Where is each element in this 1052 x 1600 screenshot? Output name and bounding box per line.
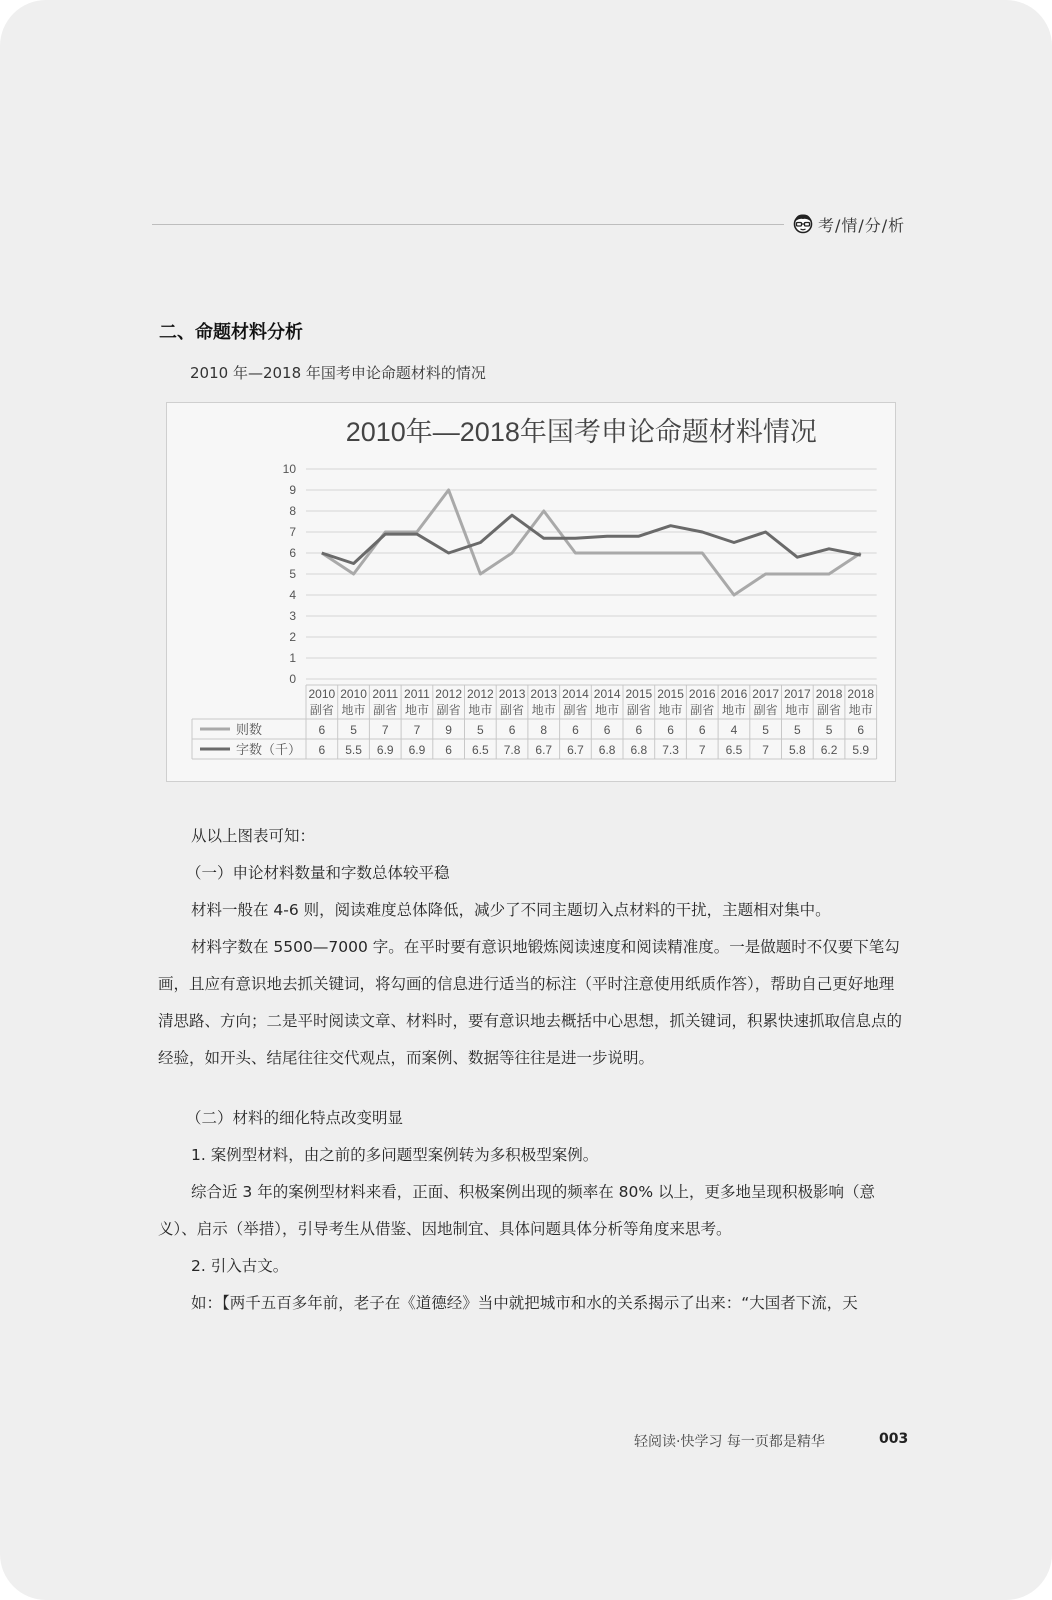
legend-label: 字数（千） [236,742,302,757]
x-category-label: 2012 [466,687,494,701]
x-category-label: 2010 [308,687,336,701]
x-category-label: 2011 [404,687,430,701]
x-category-label: 地市 [341,703,366,717]
data-table-value: 6.9 [376,743,394,757]
x-category-label: 副省 [690,703,715,717]
y-tick-label: 1 [289,651,296,665]
data-table-value: 7 [762,743,769,757]
data-table-value: 6.7 [567,743,584,757]
data-table-value: 6 [318,743,326,757]
x-category-label: 地市 [658,703,683,717]
line-chart [167,403,895,781]
list-item-2: 2. 引入古文。 [191,1257,289,1275]
data-table-value: 5.8 [789,743,806,757]
page-number: 003 [879,1431,909,1447]
data-table-value: 9 [445,723,452,737]
x-category-label: 2014 [562,687,589,701]
x-category-label: 地市 [468,703,493,717]
x-category-label: 2011 [372,687,399,701]
data-table-value: 5 [762,723,769,737]
x-category-label: 地市 [785,703,810,717]
data-table-value: 6.5 [725,743,743,757]
paragraph-4: 如：【两千五百多年前，老子在《道德经》当中就把城市和水的关系揭示了出来：“大国者下流，天 [191,1294,858,1312]
x-category-label: 2016 [688,687,716,701]
x-category-label: 地市 [404,703,429,717]
x-category-label: 2013 [530,687,558,701]
y-tick-label: 0 [289,672,296,686]
data-table-value: 5 [477,723,484,737]
footer-slogan: 轻阅读·快学习 每一页都是精华 [634,1434,825,1450]
x-category-label: 副省 [817,703,842,717]
x-category-label: 副省 [373,703,398,717]
x-category-label: 地市 [721,703,746,717]
paragraph-3: 综合近 3 年的案例型材料来看，正面、积极案例出现的频率在 80% 以上，更多地呈现积极影响（意义）、启示（举措），引导考生从借鉴、因地制宜、具体问题具体分析等角度来思考。 [158,1183,876,1238]
data-table-value: 5.9 [852,743,870,757]
x-category-label: 副省 [563,703,588,717]
x-category-label: 地市 [595,703,620,717]
data-table-value: 8 [540,723,548,737]
y-tick-label: 3 [289,609,296,623]
data-table-value: 5 [794,723,801,737]
chart-container [166,402,896,782]
x-category-label: 副省 [753,703,778,717]
data-table-value: 5 [350,723,357,737]
analysis-part-1 [158,818,906,1077]
student-avatar-icon [792,212,814,234]
x-category-label: 2013 [498,687,526,701]
chart-caption: 2010 年—2018 年国考申论命题材料的情况 [190,364,486,382]
y-tick-label: 6 [289,546,296,560]
x-category-label: 副省 [626,703,651,717]
data-table-value: 6 [318,723,326,737]
data-table-value: 6.8 [598,743,616,757]
list-item-1: 1. 案例型材料，由之前的多问题型案例转为多积极型案例。 [191,1146,599,1164]
x-category-label: 2016 [720,687,748,701]
y-tick-label: 8 [289,504,296,518]
x-category-label: 2010 [340,687,367,701]
data-table-value: 5.5 [345,743,362,757]
data-table-value: 7.3 [662,743,679,757]
x-category-label: 2015 [625,687,653,701]
series-line [322,515,861,563]
data-table-value: 6.7 [535,743,553,757]
data-table-value: 5 [825,723,833,737]
x-category-label: 副省 [309,703,334,717]
analysis-part-2 [158,1100,906,1322]
header-section-label: 考/情/分/析 [818,216,906,235]
x-category-label: 地市 [531,703,556,717]
y-tick-label: 9 [289,483,296,497]
header-rule [152,224,784,225]
data-table-value: 6 [508,723,516,737]
legend-label: 则数 [236,722,263,737]
x-category-label: 2017 [752,687,780,701]
x-category-label: 2018 [847,687,875,701]
x-category-label: 副省 [436,703,461,717]
data-table-value: 7.8 [503,743,521,757]
data-table-value: 6.2 [820,743,838,757]
heading-1: （一）申论材料数量和字数总体较平稳 [186,864,450,882]
paragraph-1: 材料一般在 4-6 则，阅读难度总体降低，减少了不同主题切入点材料的干扰，主题相对集中。 [191,901,831,919]
data-table-value: 6.8 [630,743,648,757]
data-table-value: 6 [635,723,643,737]
data-table-value: 4 [730,723,738,737]
x-category-label: 2014 [593,687,621,701]
x-category-label: 2012 [435,687,463,701]
data-table-value: 6 [667,723,674,737]
heading-2: （二）材料的细化特点改变明显 [186,1109,404,1127]
intro-text: 从以上图表可知： [191,827,316,845]
x-category-label: 2017 [783,687,811,701]
data-table-value: 7 [381,723,389,737]
y-tick-label: 7 [289,525,296,539]
data-table-value: 6 [603,723,611,737]
chart-title: 2010年—2018年国考申论命题材料情况 [345,417,817,447]
x-category-label: 副省 [500,703,525,717]
data-table-value: 7 [413,723,421,737]
x-category-label: 地市 [848,703,873,717]
y-tick-label: 5 [289,567,296,581]
y-tick-label: 4 [289,588,296,602]
data-table-value: 6 [445,743,452,757]
x-category-label: 2018 [815,687,843,701]
y-tick-label: 10 [282,462,296,476]
y-tick-label: 2 [289,630,296,644]
section-title: 二、命题材料分析 [159,322,303,343]
data-table-value: 7 [698,743,706,757]
data-table-value: 6.5 [472,743,489,757]
data-table-value: 6 [572,723,579,737]
data-table-value: 6 [857,723,865,737]
data-table-value: 6 [698,723,706,737]
x-category-label: 2015 [657,687,684,701]
data-table-value: 6.9 [408,743,426,757]
paragraph-2: 材料字数在 5500—7000 字。在平时要有意识地锻炼阅读速度和阅读精准度。一是做题时不仅要下笔勾画，且应有意识地去抓关键词，将勾画的信息进行适当的标注（平时注意使用纸质作答），帮助自己更好地理清思路、方向；二是平时阅读文章、材料时，要有意识地去概括中心思想，抓关键词，积累快速抓取信息点的经验，如开头、结尾往往交代观点，而案例、数据等往往是进一步说明。 [158,938,903,1067]
